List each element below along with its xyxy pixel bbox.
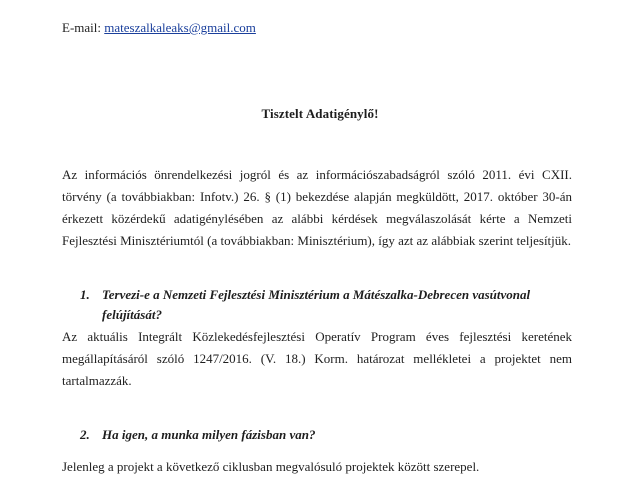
answer-2-paragraph: Jelenleg a projekt a következő ciklusban megvalósuló projektek között szerepel. (62, 459, 480, 474)
email-link[interactable]: mateszalkaleaks@gmail.com (104, 20, 256, 35)
question-2-text: Ha igen, a munka milyen fázisban van? (102, 427, 316, 442)
question-1 (80, 285, 580, 325)
question-2-number: 2. (80, 427, 90, 442)
answer-1-paragraph: Az aktuális Integrált Közlekedésfejlesztési Operatív Program éves fejlesztési keretének megállapításáról szóló 1247/2016. (V. 18.) Korm. határozat mellékletei a projektet nem tartalmazzák. (62, 329, 572, 388)
question-1-text: Tervezi-e a Nemzeti Fejlesztési Minisztérium a Mátészalka-Debrecen vasútvonal felújítását? (102, 287, 531, 322)
question-1-number: 1. (80, 287, 90, 302)
intro-paragraph: Az információs önrendelkezési jogról és az információszabadságról szóló 2011. évi CXII. törvény (a továbbiakban: Infotv.) 26. § (1) bekezdése alapján megküldött, 2017. október 30-án érkezett közérdekű adatigénylésében az alábbi kérdések megválaszolását kérte a Nemzeti Fejlesztési Minisztériumtól (a továbbiakban: Minisztérium), így azt az alábbiak szerint teljesítjük. (62, 167, 572, 248)
question-2 (80, 425, 580, 445)
email-label: E-mail: (62, 20, 101, 35)
salutation-heading: Tisztelt Adatigénylő! (261, 106, 379, 121)
contact-email-line (62, 20, 256, 36)
